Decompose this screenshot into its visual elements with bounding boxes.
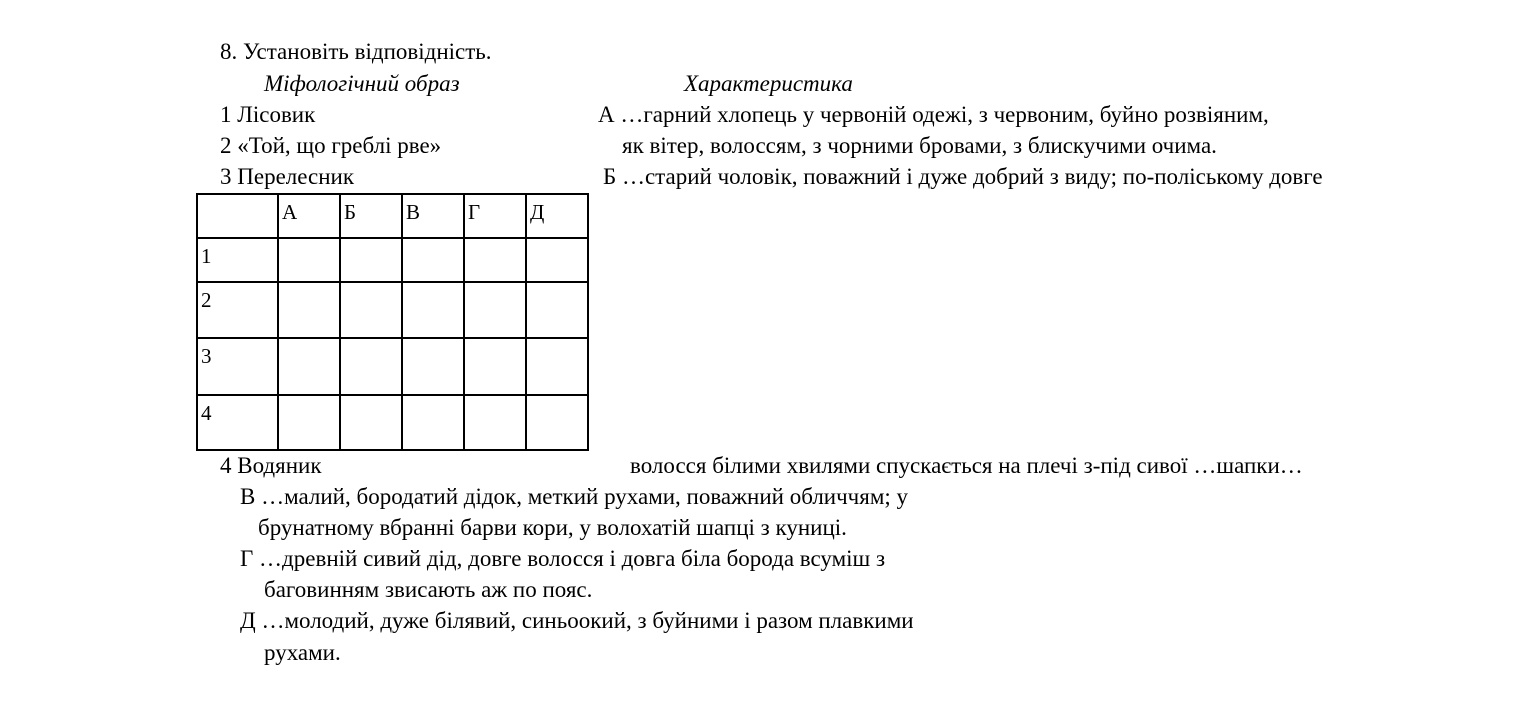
answer-cell[interactable] (340, 395, 402, 450)
answer-grid-col-header (464, 194, 526, 238)
answer-grid-header-row (197, 194, 588, 238)
answer-cell[interactable] (526, 395, 588, 450)
answer-grid-row-label: 1 (201, 244, 212, 268)
answer-grid-col-header (526, 194, 588, 238)
answer-grid-row-header (197, 238, 278, 282)
description-d-line-1: Д …молодий, дуже білявий, синьоокий, з буйними і разом плавкими (240, 608, 914, 633)
description-b-line-2: волосся білими хвилями спускається на плечі з-під сивої …шапки… (630, 453, 1303, 478)
answer-grid-col-label: Д (530, 200, 545, 224)
image-item-3: 3 Перелесник (220, 164, 355, 189)
description-a-line-2: як вітер, волоссям, з чорними бровами, з блискучими очима. (622, 133, 1217, 158)
answer-cell[interactable] (526, 338, 588, 395)
answer-grid-row (197, 282, 588, 338)
answer-grid-row-label: 4 (201, 401, 212, 425)
answer-grid-row (197, 238, 588, 282)
description-a-line-1: А …гарний хлопець у червоній одежі, з червоним, буйно розвіяним, (598, 102, 1269, 127)
answer-cell[interactable] (464, 395, 526, 450)
answer-cell[interactable] (526, 282, 588, 338)
answer-cell[interactable] (278, 338, 340, 395)
answer-cell[interactable] (340, 338, 402, 395)
answer-cell[interactable] (278, 238, 340, 282)
answer-grid-row (197, 338, 588, 395)
answer-cell[interactable] (402, 395, 464, 450)
answer-grid-col-header (340, 194, 402, 238)
description-g-line-1: Г …древній сивий дід, довге волосся і довга біла борода всуміш з (240, 546, 886, 571)
answer-grid-col-label: А (282, 200, 298, 224)
answer-cell[interactable] (464, 338, 526, 395)
description-g-line-2: баговинням звисають аж по пояс. (264, 577, 593, 602)
column-header-mythological-image: Міфологічний образ (264, 71, 460, 96)
description-v-line-2: брунатному вбранні барви кори, у волохатій шапці з куниці. (258, 515, 847, 540)
answer-grid-row-label: 3 (201, 344, 212, 368)
image-item-1: 1 Лісовик (220, 102, 316, 127)
image-item-4: 4 Водяник (220, 453, 322, 478)
answer-grid-col-header (402, 194, 464, 238)
answer-cell[interactable] (402, 282, 464, 338)
answer-cell[interactable] (278, 282, 340, 338)
answer-cell[interactable] (402, 238, 464, 282)
answer-grid-row-label: 2 (201, 288, 212, 312)
answer-grid-row (197, 395, 588, 450)
answer-grid-corner-cell (197, 194, 278, 238)
description-v-line-1: В …малий, бородатий дідок, меткий рухами, поважний обличчям; у (240, 484, 909, 509)
description-d-line-2: рухами. (264, 640, 341, 665)
task-title: 8. Установіть відповідність. (220, 39, 492, 64)
answer-grid-row-header (197, 338, 278, 395)
answer-grid-row-header (197, 395, 278, 450)
answer-grid-col-label: Г (468, 200, 481, 224)
answer-grid-col-header (278, 194, 340, 238)
answer-cell[interactable] (464, 238, 526, 282)
column-header-characteristic: Характеристика (684, 71, 853, 96)
answer-cell[interactable] (526, 238, 588, 282)
answer-grid-row-header (197, 282, 278, 338)
answer-cell[interactable] (464, 282, 526, 338)
image-item-2: 2 «Той, що греблі рве» (220, 133, 442, 158)
answer-grid (196, 193, 589, 451)
answer-grid-col-label: Б (344, 200, 357, 224)
description-b-line-1: Б …старий чоловік, поважний і дуже добрий з виду; по-поліському довге (603, 164, 1323, 189)
answer-cell[interactable] (402, 338, 464, 395)
answer-cell[interactable] (340, 238, 402, 282)
answer-cell[interactable] (340, 282, 402, 338)
answer-cell[interactable] (278, 395, 340, 450)
answer-grid-col-label: В (406, 200, 421, 224)
